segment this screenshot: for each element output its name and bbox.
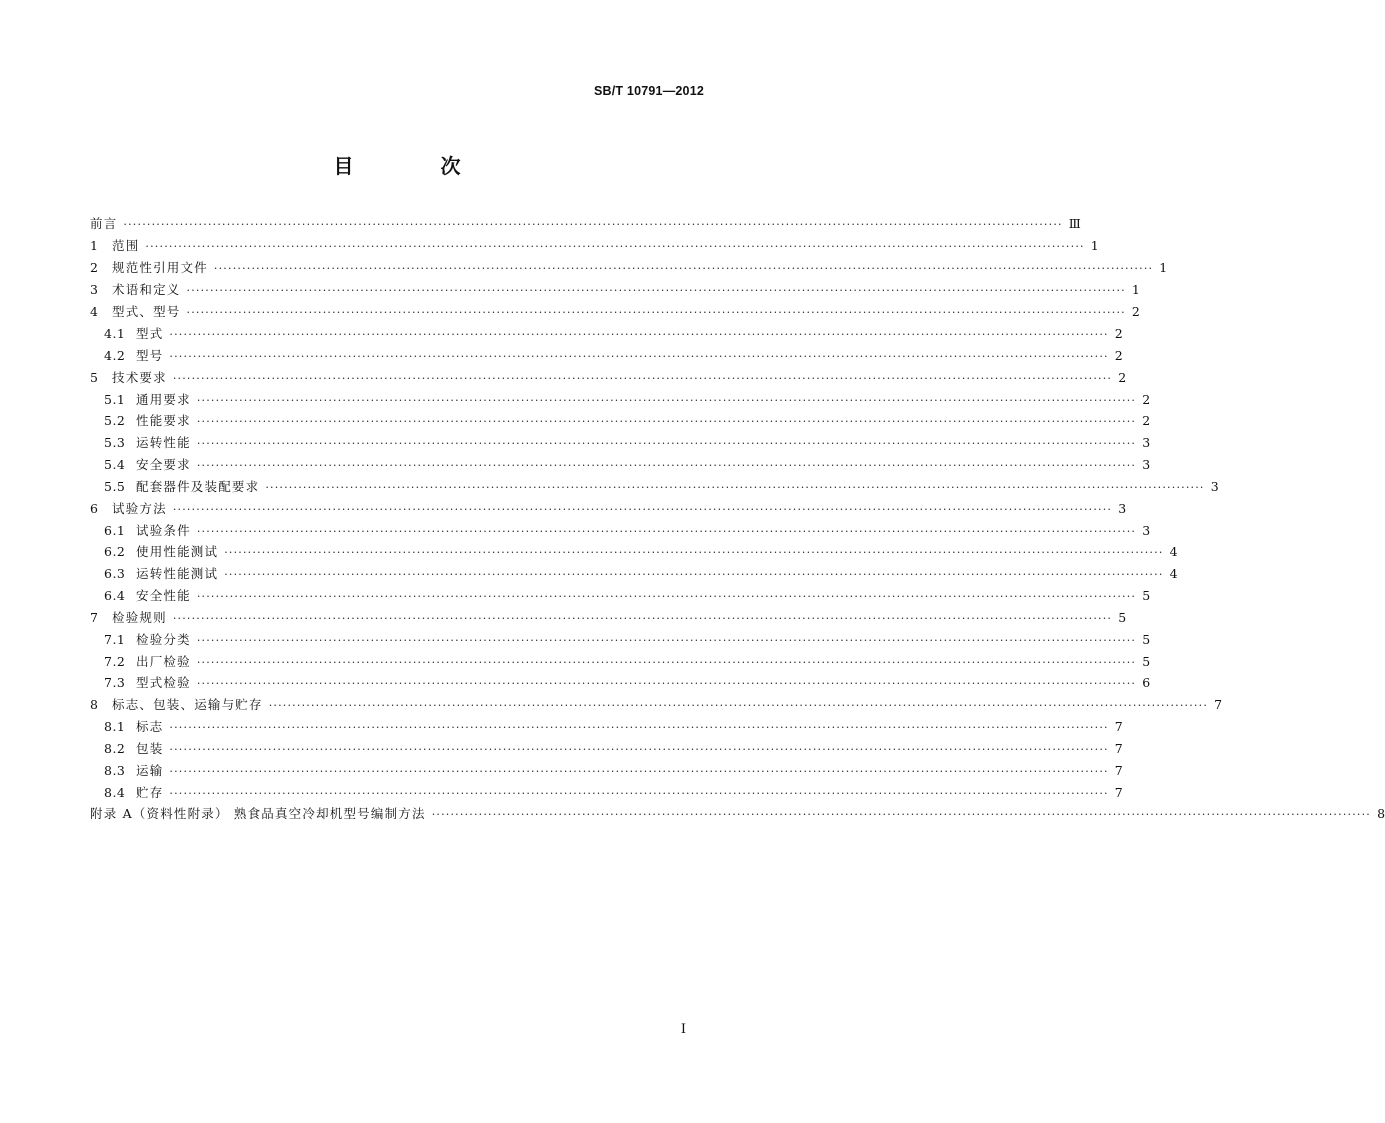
toc-entry-number: 3 (90, 282, 98, 297)
toc-entry[interactable] (90, 478, 1219, 495)
toc-entry-label: 安全要求 (136, 456, 191, 472)
toc-entry-page: 2 (1142, 391, 1151, 407)
toc-entry-number: 6.1 (104, 522, 126, 538)
toc-entry-label: 规范性引用文件 (112, 260, 208, 275)
toc-entry[interactable] (90, 740, 1123, 757)
toc-entry[interactable] (90, 609, 1127, 626)
toc-entry-label: 检验分类 (136, 631, 191, 647)
toc-entry-page: 1 (1090, 238, 1099, 253)
toc-entry-label: 配套器件及装配要求 (136, 478, 260, 494)
toc-entry-page: 3 (1142, 435, 1151, 451)
toc-entry-page: 2 (1142, 413, 1151, 429)
toc-entry[interactable] (90, 631, 1151, 648)
toc-entry[interactable] (90, 522, 1151, 539)
toc-entry[interactable] (90, 587, 1151, 604)
toc-entry-label: 型式 (136, 326, 164, 341)
toc-entry-label: 范围 (112, 238, 140, 253)
toc-leader-dots: ········································································································································································································ (196, 589, 1137, 603)
toc-leader-dots: ········································································································································································································ (196, 437, 1137, 451)
toc-leader-dots: ········································································································································································································ (196, 458, 1137, 472)
toc-leader-dots: ········································································································································································································ (186, 284, 1126, 297)
toc-entry[interactable] (90, 260, 1168, 276)
toc-entry-page: 5 (1142, 587, 1151, 603)
toc-entry-label: 试验方法 (112, 500, 167, 516)
toc-leader-dots: ········································································································································································································ (268, 699, 1209, 713)
toc-entry-label: 运输 (136, 762, 164, 778)
toc-entry-page: 1 (1131, 282, 1140, 297)
toc-entry-page: 3 (1210, 478, 1219, 494)
toc-entry-number: 6 (90, 500, 98, 516)
toc-entry-page: 2 (1114, 347, 1123, 363)
toc-entry-number: 4.2 (104, 347, 126, 363)
toc-entry-page: 7 (1114, 719, 1123, 735)
toc-entry-page: 3 (1142, 456, 1151, 472)
page-title: 目 次 (333, 154, 501, 178)
toc-entry-page: 7 (1214, 697, 1223, 713)
toc-entry-label: 包装 (136, 740, 164, 756)
toc-entry-label: 附录 A（资料性附录） 熟食品真空冷却机型号编制方法 (90, 806, 426, 822)
toc-entry-page: 5 (1142, 631, 1151, 647)
toc-entry-page: 8 (1377, 806, 1385, 822)
toc-leader-dots: ········································································································································································································ (172, 611, 1113, 625)
footer-page-number: I (680, 1022, 686, 1037)
toc-entry[interactable] (90, 544, 1178, 560)
toc-entry-number: 5.3 (104, 435, 126, 451)
toc-entry-number: 6.2 (104, 544, 126, 560)
toc-entry-number: 7.1 (104, 631, 126, 647)
toc-entry-label: 通用要求 (136, 391, 191, 407)
toc-entry-label: 运转性能测试 (136, 566, 219, 582)
toc-entry-number: 7.3 (104, 675, 126, 691)
toc-leader-dots: ········································································································································································································ (186, 306, 1126, 319)
toc-entry-number: 4 (90, 304, 98, 319)
toc-entry-page: 4 (1169, 566, 1178, 582)
toc-leader-dots: ········································································································································································································ (169, 721, 1109, 735)
toc-leader-dots: ········································································································································································································ (196, 393, 1137, 407)
toc-entry-label: 安全性能 (136, 587, 191, 603)
toc-entry[interactable] (90, 456, 1151, 473)
toc-entry-label: 型式检验 (136, 675, 191, 691)
toc-entry-page: 3 (1118, 500, 1127, 516)
toc-entry[interactable] (90, 238, 1099, 254)
toc-entry-number: 8.4 (104, 784, 126, 800)
toc-entry-number: 5 (90, 369, 98, 385)
toc-entry[interactable] (90, 326, 1123, 342)
toc-entry-label: 使用性能测试 (136, 544, 219, 560)
toc-entry-label: 前言 (90, 216, 118, 231)
toc-entry-number: 8.1 (104, 719, 126, 735)
toc-entry-page: 2 (1118, 369, 1127, 385)
toc-entry[interactable] (90, 653, 1151, 670)
table-of-contents (90, 216, 1385, 828)
toc-entry-label: 术语和定义 (112, 282, 181, 297)
toc-leader-dots: ········································································································································································································ (145, 240, 1085, 253)
toc-entry-number: 7 (90, 609, 98, 625)
toc-leader-dots: ········································································································································································································ (172, 371, 1113, 385)
toc-entry[interactable] (90, 304, 1140, 320)
toc-leader-dots: ········································································································································································································ (196, 415, 1137, 429)
toc-leader-dots: ········································································································································································································ (224, 546, 1164, 560)
toc-entry-number: 8.3 (104, 762, 126, 778)
toc-entry-page: 7 (1114, 740, 1123, 756)
toc-entry-number: 5.1 (104, 391, 126, 407)
toc-entry[interactable] (90, 282, 1140, 298)
toc-leader-dots: ········································································································································································································ (169, 349, 1109, 363)
toc-entry-number: 2 (90, 260, 98, 275)
toc-entry[interactable] (90, 675, 1151, 691)
toc-entry-label: 技术要求 (112, 369, 167, 385)
toc-entry-page: Ⅲ (1068, 216, 1081, 231)
toc-leader-dots: ········································································································································································································ (224, 568, 1164, 582)
toc-entry-page: 3 (1142, 522, 1151, 538)
toc-entry-page: 1 (1159, 260, 1168, 275)
toc-entry-number: 1 (90, 238, 98, 253)
toc-leader-dots: ········································································································································································································ (172, 502, 1113, 516)
toc-entry-page: 6 (1142, 675, 1151, 691)
toc-entry[interactable] (90, 435, 1151, 451)
toc-entry[interactable] (90, 347, 1123, 364)
toc-entry[interactable] (90, 719, 1123, 735)
toc-entry-number: 5.5 (104, 478, 126, 494)
toc-entry-page: 2 (1131, 304, 1140, 319)
toc-entry-label: 检验规则 (112, 609, 167, 625)
toc-leader-dots: ········································································································································································································ (123, 218, 1063, 231)
toc-entry-page: 5 (1142, 653, 1151, 669)
toc-leader-dots: ········································································································································································································ (213, 262, 1154, 275)
toc-entry-page: 5 (1118, 609, 1127, 625)
toc-entry[interactable] (90, 566, 1178, 582)
toc-leader-dots: ········································································································································································································ (196, 524, 1137, 538)
toc-entry[interactable] (90, 216, 1081, 232)
toc-entry[interactable] (90, 413, 1151, 429)
toc-entry-number: 6.4 (104, 587, 126, 603)
toc-entry-number: 5.2 (104, 413, 126, 429)
toc-leader-dots: ········································································································································································································ (169, 764, 1109, 778)
toc-leader-dots: ········································································································································································································ (196, 655, 1137, 669)
toc-leader-dots: ········································································································································································································ (169, 786, 1109, 800)
toc-entry-number: 7.2 (104, 653, 126, 669)
toc-entry[interactable] (90, 391, 1151, 408)
toc-entry-number: 8.2 (104, 740, 126, 756)
toc-leader-dots: ········································································································································································································ (196, 677, 1137, 691)
toc-entry-label: 标志 (136, 719, 164, 735)
toc-leader-dots: ········································································································································································································ (196, 633, 1137, 647)
toc-entry-label: 运转性能 (136, 435, 191, 451)
toc-entry-number: 4.1 (104, 326, 126, 341)
toc-entry-page: 7 (1114, 784, 1123, 800)
toc-entry-label: 出厂检验 (136, 653, 191, 669)
toc-entry[interactable] (90, 806, 1385, 822)
toc-entry-page: 2 (1114, 326, 1123, 341)
toc-entry-number: 5.4 (104, 456, 126, 472)
toc-entry-label: 试验条件 (136, 522, 191, 538)
toc-leader-dots: ········································································································································································································ (265, 480, 1205, 494)
toc-leader-dots: ········································································································································································································ (169, 742, 1109, 756)
toc-entry-number: 8 (90, 697, 98, 713)
toc-leader-dots: ········································································································································································································ (431, 808, 1372, 822)
toc-leader-dots: ········································································································································································································ (169, 328, 1109, 341)
toc-entry-label: 标志、包装、运输与贮存 (112, 697, 263, 713)
toc-entry[interactable] (90, 369, 1127, 386)
standard-code: SB/T 10791—2012 (593, 84, 704, 98)
toc-entry-label: 型式、型号 (112, 304, 181, 319)
toc-entry-page: 4 (1169, 544, 1178, 560)
toc-entry-label: 性能要求 (136, 413, 191, 429)
toc-entry-page: 7 (1114, 762, 1123, 778)
toc-entry[interactable] (90, 762, 1123, 779)
toc-entry-number: 6.3 (104, 566, 126, 582)
toc-entry-label: 型号 (136, 347, 164, 363)
toc-entry-label: 贮存 (136, 784, 164, 800)
toc-entry[interactable] (90, 784, 1123, 801)
toc-entry[interactable] (90, 697, 1223, 713)
toc-entry[interactable] (90, 500, 1127, 517)
